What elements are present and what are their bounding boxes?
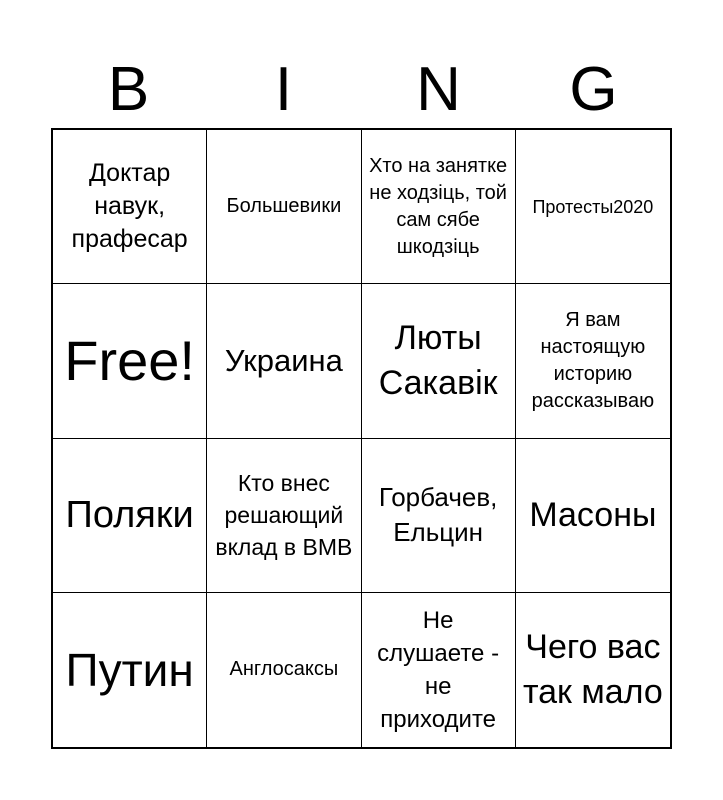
- cell-text: Украина: [224, 343, 343, 379]
- bingo-cell[interactable]: [53, 439, 207, 593]
- bingo-cell[interactable]: [207, 593, 361, 747]
- bingo-cell[interactable]: [362, 439, 516, 593]
- cell-text: Путин: [65, 643, 194, 696]
- bingo-board: [51, 128, 672, 749]
- cell-text: Кто внес решающий вклад в ВМВ: [215, 470, 353, 561]
- bingo-cell[interactable]: [516, 284, 670, 438]
- bingo-header: [51, 52, 671, 128]
- bingo-cell[interactable]: [516, 439, 670, 593]
- cell-text: Горбачев, Ельцин: [378, 482, 498, 548]
- free-cell[interactable]: [53, 284, 207, 438]
- cell-text: Протесты2020: [532, 196, 654, 217]
- cell-text: Я вам настоящую историю рассказываю: [531, 308, 655, 412]
- bingo-cell[interactable]: [207, 439, 361, 593]
- header-letter-i: I: [274, 55, 293, 124]
- bingo-cell[interactable]: [207, 284, 361, 438]
- bingo-cell[interactable]: [516, 130, 670, 284]
- cell-text: Англосаксы: [229, 658, 339, 681]
- cell-text: Масоны: [529, 495, 657, 534]
- header-letter-b: B: [107, 55, 150, 124]
- cell-text: Чего вас так мало: [522, 627, 663, 711]
- bingo-cell[interactable]: [53, 130, 207, 284]
- cell-text: Не слушаете - не приходите: [377, 606, 500, 733]
- header-letter-g: G: [569, 55, 618, 124]
- bingo-cell[interactable]: [362, 593, 516, 747]
- cell-text: Поляки: [65, 494, 194, 537]
- bingo-cell[interactable]: [362, 284, 516, 438]
- bingo-cell[interactable]: [362, 130, 516, 284]
- cell-text: Доктар навук, прафесар: [71, 159, 188, 254]
- cell-text: Люты Сакавік: [378, 318, 498, 402]
- cell-text: Хто на занятке не ходзіць, той сам сябе шкодзіць: [369, 154, 508, 258]
- bingo-cell[interactable]: [207, 130, 361, 284]
- cell-text: Большевики: [226, 195, 342, 218]
- header-letter-n: N: [416, 55, 461, 124]
- cell-text: Free!: [64, 328, 195, 392]
- bingo-cell[interactable]: [516, 593, 670, 747]
- bingo-cell[interactable]: [53, 593, 207, 747]
